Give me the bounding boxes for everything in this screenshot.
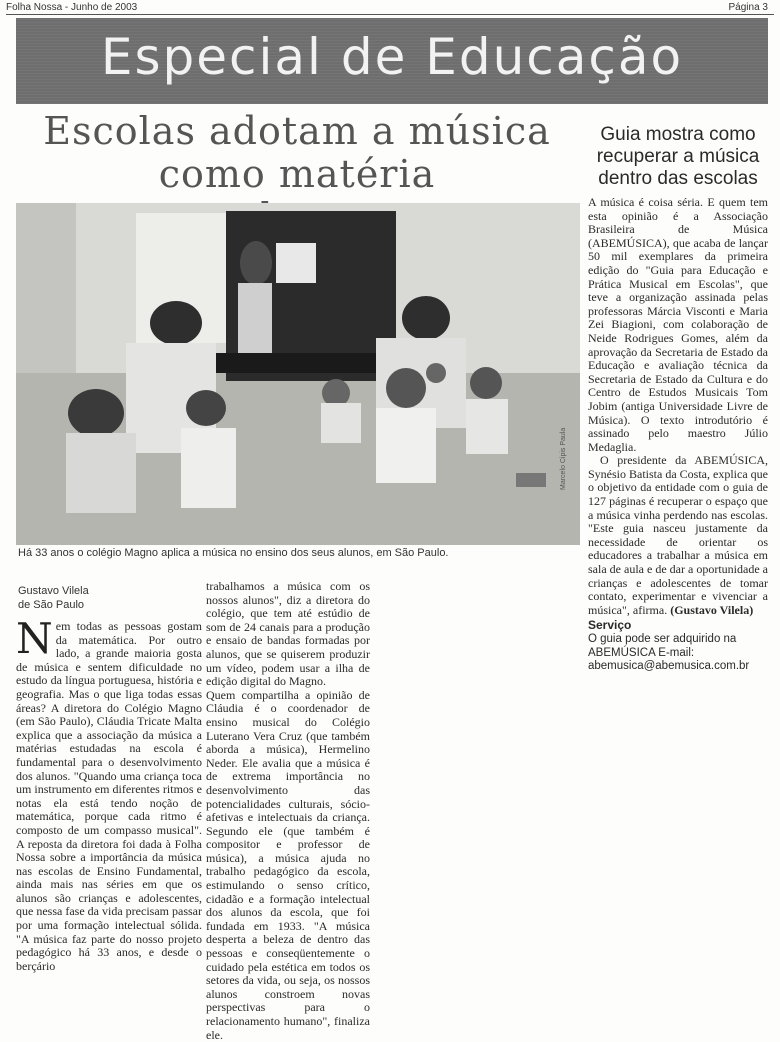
classroom-photo-illustration (16, 203, 580, 545)
servico-heading: Serviço (588, 618, 632, 633)
servico-text: O guia pode ser adquirido na ABEMÚSICA E-mail: (588, 633, 737, 659)
drop-cap: N (16, 614, 53, 663)
byline-location: de São Paulo (18, 599, 85, 611)
article-byline (18, 584, 89, 612)
headline-line-2: como matéria (158, 152, 436, 196)
header-page-number: Página 3 (728, 2, 768, 13)
article-column-1 (16, 614, 202, 973)
sidebar-column (588, 196, 768, 674)
section-banner (16, 18, 768, 104)
sidebar-paragraph-1: A música é coisa séria. E quem tem esta opinião é a Associação Brasileira de Música (ABEMÚSICA), que acaba de lançar 50 mil exemplares da primeira edição do "Guia para Educação e Prática Musical em Escolas", que teve a organização assinada pelas professoras Márcia Visconti e Maria Zei Biagioni, com colaboração de Neide Rodrigues Gomes, além da aprovação da Secretaria de Estado da Educação e avaliação técnica da Secretaria de Estado da Cultura e do Centro de Estudos Musicais Tom Jobim (antiga Universidade Livre de Música). O texto introdutório é assinado pelo maestro Júlio Medaglia. (588, 195, 768, 454)
article-column-2 (206, 580, 370, 1042)
column-1-text: em todas as pessoas gostam da matemática. Por outro lado, a grande maioria gosta de música e sentem dificuldade no estudo da língua portuguesa, história e geografia. Mas o que liga todas essas áreas? A diretora do Colégio Magno (em São Paulo), Cláudia Tricate Malta explica que a associação da música a matérias estudadas na escola é fundamental para o desenvolvimento dos alunos. "Quando uma criança toca um instrumento em diferentes ritmos e notas ela está tendo noção de matemática, porque cada ritmo é composto de um compasso musical". A reposta da diretora foi dada à Folha Nossa sobre a importância da música nas escolas de Ensino Fundamental, ainda mais nas séries em que os alunos são crianças e adolescentes, que nessa fase da vida precisam passar por uma formação intelectual sólida. "A música faz parte do nosso projeto pedagógico há 33 anos, e desde o berçário (16, 619, 202, 973)
header-publication-date: Folha Nossa - Junho de 2003 (6, 2, 138, 13)
headline-line-1: Escolas adotam a música (43, 109, 551, 153)
header-divider (6, 14, 774, 15)
photo-caption: Há 33 anos o colégio Magno aplica a música no ensino dos seus alunos, em São Paulo. (18, 547, 449, 559)
column-2-paragraph-2: Quem compartilha a opinião de Cláudia é o coordenador de ensino musical do Colégio Luterano Vera Cruz (que também aborda a música), Hermelino Neder. Ele avalia que a música é de extrema importância no desenvolvimento das potencialidades culturais, sócio-afetivas e intelectuais da criança. Segundo ele (que também é compositor e professor de música), a música ajuda no trabalho pedagógico da escola, estimulando o senso crítico, cidadão e a formação intelectual dos alunos da escola, que foi fundada em 1933. "A música desperta a beleza de dentro das pessoas e conseqüentemente o cuidado pela estética em todos os setores da vida, ou seja, os nossos alunos constroem novas perspectivas para o relacionamento humano", finaliza ele. (206, 687, 370, 1042)
sidebar-title: Guia mostra como recuperar a música dentro das escolas (596, 124, 760, 189)
sidebar-author-tag: (Gustavo Vilela) (670, 602, 754, 617)
servico-email-link[interactable]: abemusica@abemusica.com.br (588, 660, 750, 672)
section-banner-title: Especial de Educação (100, 28, 684, 86)
column-2-paragraph-1: trabalhamos a música com os nossos alunos", diz a diretora do colégio, que tem até estúdio de som de 24 canais para a produção e ensaio de bandas formadas por alunos, que se quiserem produzir um vídeo, podem usar a ilha de edição digital do Magno. (206, 579, 370, 689)
photo-credit: Marcelo Cipis Paula (560, 427, 567, 490)
article-photo (16, 203, 580, 545)
byline-author: Gustavo Vilela (18, 585, 89, 597)
sidebar-paragraph-2: O presidente da ABEMÚSICA, Synésio Batista da Costa, explica que o objetivo da entidade com o guia de 127 páginas é recuperar o espaço que a música vinha perdendo nas escolas. "Este guia nasceu justamente da necessidade de orientar os educadores a trabalhar a música em sala de aula e de dar a oportunidade a crianças e adolescentes de tomar contato, experimentar e vivenciar a música", afirma. (588, 453, 768, 617)
